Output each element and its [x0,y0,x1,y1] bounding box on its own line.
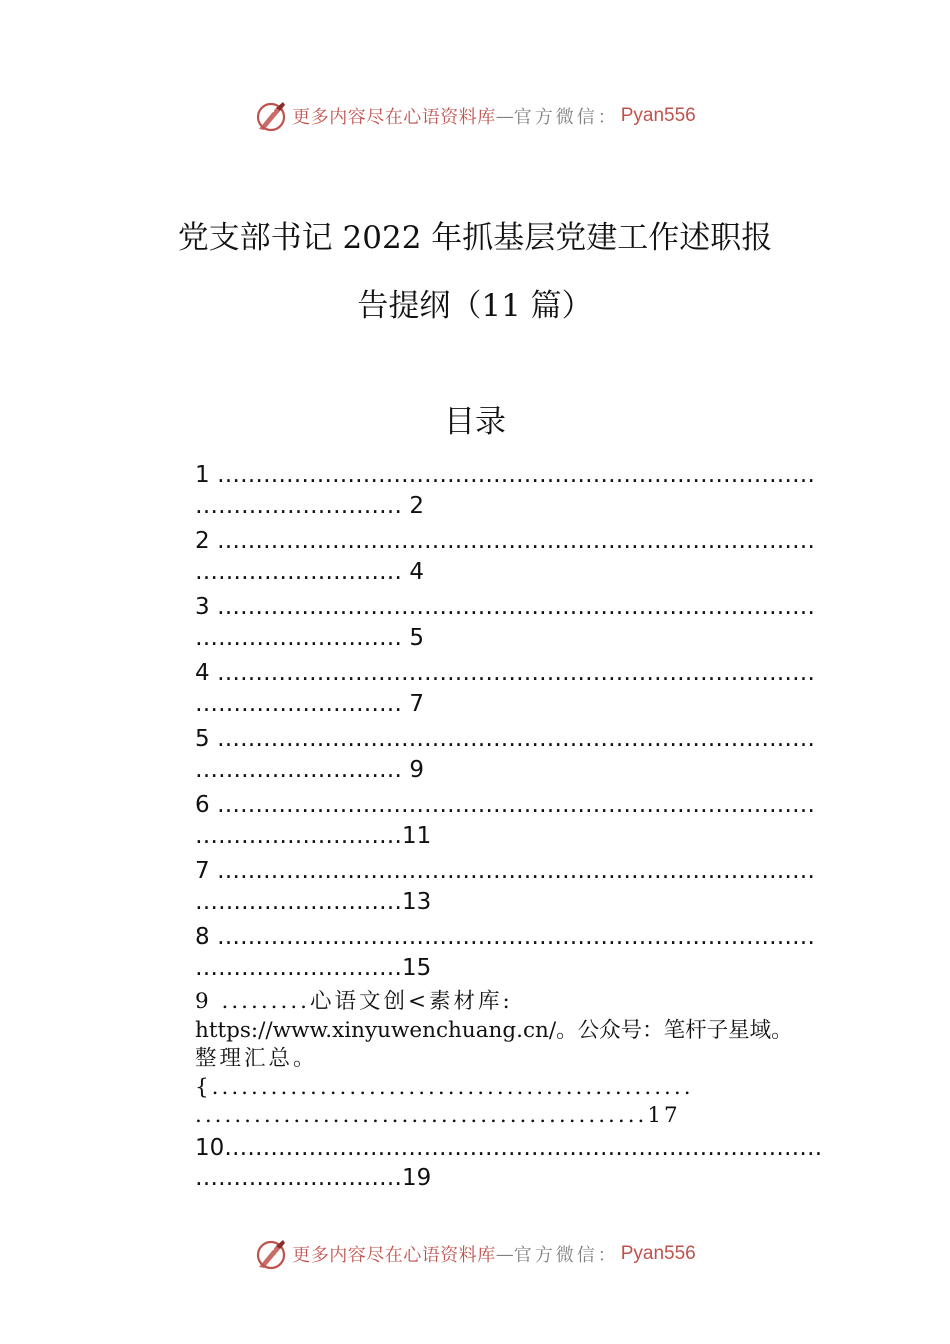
toc-page-number: 13 [402,888,432,915]
toc-entry-9-line-1: 9 .........心语文创<素材库: [195,989,513,1014]
watermark-separator: — [495,105,514,127]
toc-entry-number: 5 [195,726,210,752]
toc-leader-dots: ……………………… [195,624,410,651]
toc-leader-dots: …………………………………………………………………… [216,660,815,686]
toc-entry-2[interactable] [195,526,855,587]
document-title-line-2: 告提纲（11 篇） [357,288,593,324]
toc-leader-dots: …………………………………………………………………… [216,528,815,554]
toc-page-number: 19 [402,1165,432,1191]
toc-page-number: 15 [402,954,432,981]
toc-entry-number: 8 [195,924,210,950]
toc-entry-1[interactable] [195,460,855,521]
toc-leader-dots: ……………………… [195,690,410,717]
toc-entry-number: 4 [195,660,210,686]
watermark-separator: — [495,1243,514,1265]
toc-leader-dots: ……………………… [195,1165,402,1191]
toc-page-number: 9 [409,756,424,783]
toc-leader-dots: …………………………………………………………………… [216,792,815,818]
toc-entry-9-line-5: .............................................. [195,1103,648,1128]
toc-entry-number: 3 [195,594,210,620]
document-title-line-1: 党支部书记 2022 年抓基层党建工作述职报 [177,220,773,256]
toc-entry-5[interactable] [195,724,855,785]
toc-entry-8[interactable] [195,922,855,983]
watermark-wechat-id: Pyan556 [620,105,696,126]
watermark-wechat-label: 官方微信： [513,107,619,128]
toc-entry-9[interactable] [195,988,855,1131]
toc-entry-9-line-2: https://www.xinyuwenchuang.cn/。公众号：笔杆子星域。 [195,1017,793,1043]
toc-leader-dots: …………………………………………………………………… [216,726,815,752]
toc-leader-dots: ……………………… [195,558,410,585]
toc-leader-dots: …………………………………………………………………… [216,594,815,620]
toc-leader-dots: ……………………… [195,954,402,981]
toc-entry-number: 7 [195,858,210,884]
toc-entry-number: 6 [195,792,210,818]
toc-entry-9-line-4: {................................................. [195,1074,694,1100]
toc-leader-dots: ……………………… [195,822,402,849]
header-watermark [0,96,950,136]
toc-entry-number: 2 [195,528,210,554]
toc-page-number: 11 [402,822,432,849]
toc-leader-dots: …………………………………………………………………… [216,924,815,950]
watermark-wechat-id: Pyan556 [620,1243,696,1264]
toc-entry-number: 10 [195,1134,225,1161]
toc-entry-number: 1 [195,462,210,488]
watermark-brand: 更多内容尽在心语资料库 [292,107,496,128]
toc-leader-dots: …………………………………………………………………… [224,1134,823,1161]
toc-entry-9-line-3: 整理汇总。 [195,1046,318,1071]
table-of-contents [195,460,855,1199]
toc-entry-7[interactable] [195,856,855,917]
toc-page-number: 5 [409,624,424,651]
toc-heading: 目录 [444,404,506,440]
toc-page-number: 17 [647,1103,681,1128]
toc-leader-dots: ……………………… [195,888,402,915]
toc-entry-10[interactable] [195,1133,855,1194]
toc-entry-4[interactable] [195,658,855,719]
toc-page-number: 4 [409,558,424,585]
watermark-wechat-label: 官方微信： [513,1245,619,1266]
toc-page-number: 7 [409,690,424,717]
toc-leader-dots: …………………………………………………………………… [216,462,815,488]
toc-entry-3[interactable] [195,592,855,653]
toc-leader-dots: ……………………… [195,756,410,783]
toc-entry-6[interactable] [195,790,855,851]
watermark-brand: 更多内容尽在心语资料库 [292,1245,496,1266]
toc-leader-dots: …………………………………………………………………… [216,858,815,884]
toc-leader-dots: ……………………… [195,492,410,519]
pen-logo-icon [254,99,288,133]
footer-watermark [0,1234,950,1274]
toc-page-number: 2 [409,492,424,519]
pen-logo-icon [254,1237,288,1271]
